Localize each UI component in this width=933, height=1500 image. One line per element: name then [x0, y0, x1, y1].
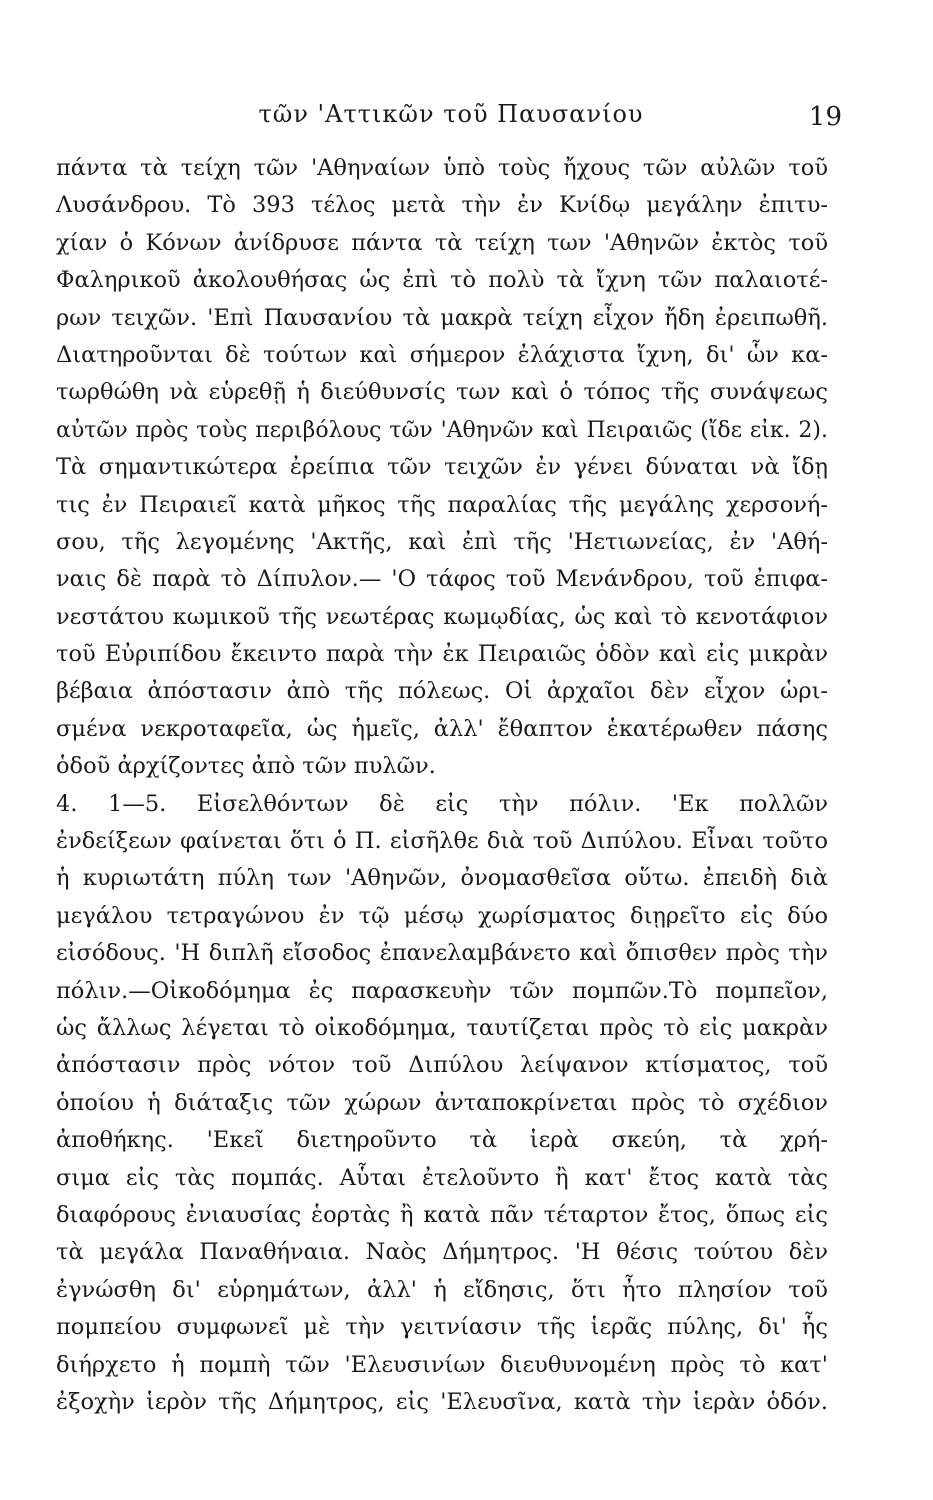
text-line: βέβαια ἀπόστασιν ἀπὸ τῆς πόλεως. Οἱ ἀρχαῖοι δὲν εἶχον ὡρι- — [56, 678, 828, 705]
text-line: τοῦ Εὐριπίδου ἔκειντο παρὰ τὴν ἐκ Πειραιῶς ὁδὸν καὶ εἰς μικρὰν — [56, 641, 828, 668]
text-line: πόλιν.—Οἰκοδόμημα ἐς παρασκευὴν τῶν πομπῶν.Τὸ πομπεῖον, — [56, 977, 828, 1004]
text-line: πάντα τὰ τείχη τῶν 'Αθηναίων ὑπὸ τοὺς ἤχους τῶν αὐλῶν τοῦ — [56, 155, 828, 181]
text-line: τὰ μεγάλα Παναθήναια. Ναὸς Δήμητρος. 'Η θέσις τούτου δὲν — [56, 1239, 828, 1266]
text-line: σιμα εἰς τὰς πομπάς. Αὗται ἐτελοῦντο ἢ κατ' ἔτος κατὰ τὰς — [56, 1164, 828, 1191]
text-line: πομπείου συμφωνεῖ μὲ τὴν γειτνίασιν τῆς ἱερᾶς πύλης, δι' ἧς — [56, 1314, 828, 1341]
text-line: Φαληρικοῦ ἀκολουθήσας ὡς ἐπὶ τὸ πολὺ τὰ ἴχνη τῶν παλαιοτέ- — [56, 267, 828, 294]
text-line: σμένα νεκροταφεῖα, ὡς ἡμεῖς, ἀλλ' ἔθαπτον ἑκατέρωθεν πάσης — [56, 715, 828, 742]
text-line: ἐξοχὴν ἱερὸν τῆς Δήμητρος, εἰς 'Ελευσῖνα, κατὰ τὴν ἱερὰν ὁδόν. — [56, 1388, 828, 1415]
running-head: τῶν 'Αττικῶν τοῦ Παυσανίου — [258, 100, 644, 128]
text-line: διήρχετο ἡ πομπὴ τῶν 'Ελευσινίων διευθυνομένη πρὸς τὸ κατ' — [56, 1351, 828, 1378]
text-line: νεστάτου κωμικοῦ τῆς νεωτέρας κωμῳδίας, ὡς καὶ τὸ κενοτάφιον — [56, 603, 828, 630]
text-line: Λυσάνδρου. Τὸ 393 τέλος μετὰ τὴν ἐν Κνίδῳ μεγάλην ἐπιτυ- — [56, 192, 828, 219]
text-line: ἐγνώσθη δι' εὑρημάτων, ἀλλ' ἡ εἴδησις, ὅτι ἦτο πλησίον τοῦ — [56, 1276, 828, 1303]
text-line: σου, τῆς λεγομένης 'Ακτῆς, καὶ ἐπὶ τῆς 'Ηετιωνείας, ἐν 'Αθή- — [56, 528, 828, 555]
text-line: τις ἐν Πειραιεῖ κατὰ μῆκος τῆς παραλίας τῆς μεγάλης χερσονή- — [56, 491, 828, 518]
text-line: ὁδοῦ ἀρχίζοντες ἀπὸ τῶν πυλῶν. — [56, 753, 436, 780]
text-line: ρων τειχῶν. 'Επὶ Παυσανίου τὰ μακρὰ τείχη εἶχον ἤδη ἐρειπωθῆ. — [56, 304, 828, 331]
text-line: Διατηροῦνται δὲ τούτων καὶ σήμερον ἐλάχιστα ἴχνη, δι' ὧν κα- — [56, 341, 828, 368]
text-line: χίαν ὁ Κόνων ἀνίδρυσε πάντα τὰ τείχη των 'Αθηνῶν ἐκτὸς τοῦ — [56, 229, 828, 256]
text-line: ἡ κυριωτάτη πύλη των 'Αθηνῶν, ὀνομασθεῖσα οὕτω. ἐπειδὴ διὰ — [56, 865, 828, 892]
text-line: αὐτῶν πρὸς τοὺς περιβόλους τῶν 'Αθηνῶν καὶ Πειραιῶς (ἴδε εἰκ. 2). — [56, 417, 828, 443]
text-line: ὁποίου ἡ διάταξις τῶν χώρων ἀνταποκρίνεται πρὸς τὸ σχέδιον — [56, 1089, 828, 1116]
text-line: εἰσόδους. 'Η διπλῆ εἴσοδος ἐπανελαμβάνετο καὶ ὄπισθεν πρὸς τὴν — [56, 940, 828, 967]
text-line: διαφόρους ἐνιαυσίας ἑορτὰς ἢ κατὰ πᾶν τέταρτον ἔτος, ὅπως εἰς — [56, 1201, 828, 1228]
text-line: τωρθώθη νὰ εὑρεθῇ ἡ διεύθυνσίς των καὶ ὁ τόπος τῆς συνάψεως — [56, 379, 828, 406]
text-line: μεγάλου τετραγώνου ἐν τῷ μέσῳ χωρίσματος διῃρεῖτο εἰς δύο — [56, 902, 828, 929]
text-line: ἐνδείξεων φαίνεται ὅτι ὁ Π. εἰσῆλθε διὰ τοῦ Διπύλου. Εἶναι τοῦτο — [56, 828, 828, 855]
text-line: ἀποθήκης. 'Εκεῖ διετηροῦντο τὰ ἱερὰ σκεύη, τὰ χρή- — [56, 1127, 828, 1154]
text-line: ναις δὲ παρὰ τὸ Δίπυλον.— 'Ο τάφος τοῦ Μενάνδρου, τοῦ ἐπιφα- — [56, 566, 828, 593]
page-header — [56, 96, 846, 136]
text-line: ὡς ἄλλως λέγεται τὸ οἰκοδόμημα, ταυτίζεται πρὸς τὸ εἰς μακρὰν — [56, 1014, 828, 1041]
section-heading-line: 4. 1—5. Εἰσελθόντων δὲ εἰς τὴν πόλιν. 'Εκ πολλῶν — [56, 790, 828, 817]
text-line: ἀπόστασιν πρὸς νότον τοῦ Διπύλου λείψανον κτίσματος, τοῦ — [56, 1052, 828, 1079]
text-line: Τὰ σημαντικώτερα ἐρείπια τῶν τειχῶν ἐν γένει δύναται νὰ ἴδῃ — [56, 454, 828, 481]
page-number: 19 — [808, 102, 842, 132]
body-text — [56, 150, 828, 1421]
